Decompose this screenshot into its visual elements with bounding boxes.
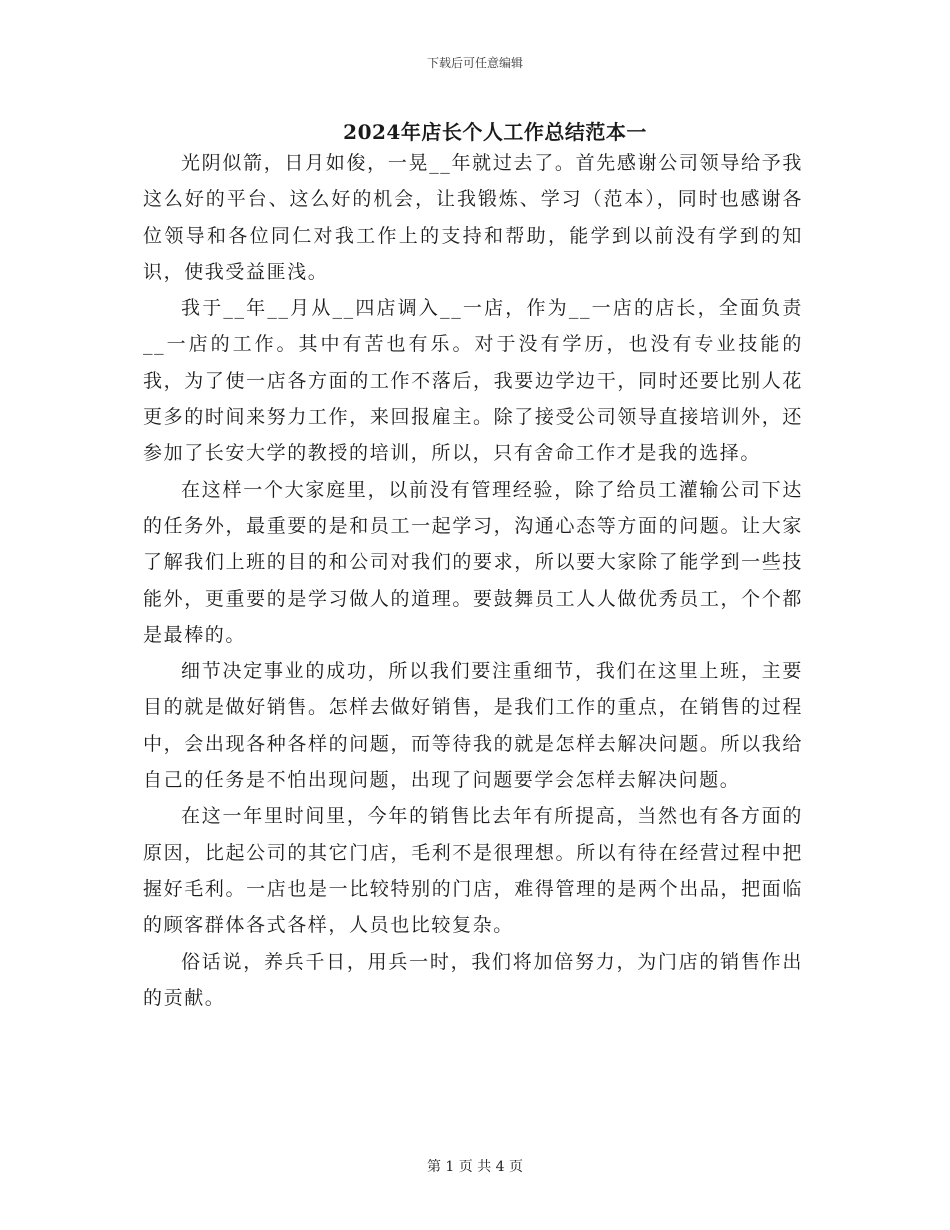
paragraph: 我于__年__月从__四店调入__一店，作为__一店的店长，全面负责__一店的工作。其中有苦也有乐。对于没有学历，也没有专业技能的我，为了使一店各方面的工作不落后，我要边学边干，同时还要比别人花更多的时间来努力工作，来回报雇主。除了接受公司领导直接培训外，还参加了长安大学的教授的培训，所以，只有舍命工作才是我的选择。 (143, 297, 803, 465)
paragraph: 俗话说，养兵千日，用兵一时，我们将加倍努力，为门店的销售作出的贡献。 (143, 950, 803, 1009)
page-indicator: 第 1 页 共 4 页 (426, 1159, 524, 1175)
document-body (143, 145, 803, 1016)
paragraph: 光阴似箭，日月如俊，一晃__年就过去了。首先感谢公司领导给予我这么好的平台、这么好的机会，让我锻炼、学习（范本），同时也感谢各位领导和各位同仁对我工作上的支持和帮助，能学到以前没有学到的知识，使我受益匪浅。 (143, 152, 803, 283)
header-note: 下载后可任意编辑 (426, 56, 523, 70)
paragraph: 在这一年里时间里，今年的销售比去年有所提高，当然也有各方面的原因，比起公司的其它门店，毛利不是很理想。所以有待在经营过程中把握好毛利。一店也是一比较特别的门店，难得管理的是两个出品，把面临的顾客群体各式各样，人员也比较复杂。 (143, 805, 803, 937)
paragraph: 细节决定事业的成功，所以我们要注重细节，我们在这里上班，主要目的就是做好销售。怎样去做好销售，是我们工作的重点，在销售的过程中，会出现各种各样的问题，而等待我的就是怎样去解决问题。所以我给自己的任务是不怕出现问题，出现了问题要学会怎样去解决问题。 (143, 660, 803, 792)
paragraph: 在这样一个大家庭里，以前没有管理经验，除了给员工灌输公司下达的任务外，最重要的是和员工一起学习，沟通心态等方面的问题。让大家了解我们上班的目的和公司对我们的要求，所以要大家除了能学到一些技能外，更重要的是学习做人的道理。要鼓舞员工人人做优秀员工，个个都是最棒的。 (143, 478, 803, 646)
document-title: 2024年店长个人工作总结范本一 (343, 120, 647, 144)
